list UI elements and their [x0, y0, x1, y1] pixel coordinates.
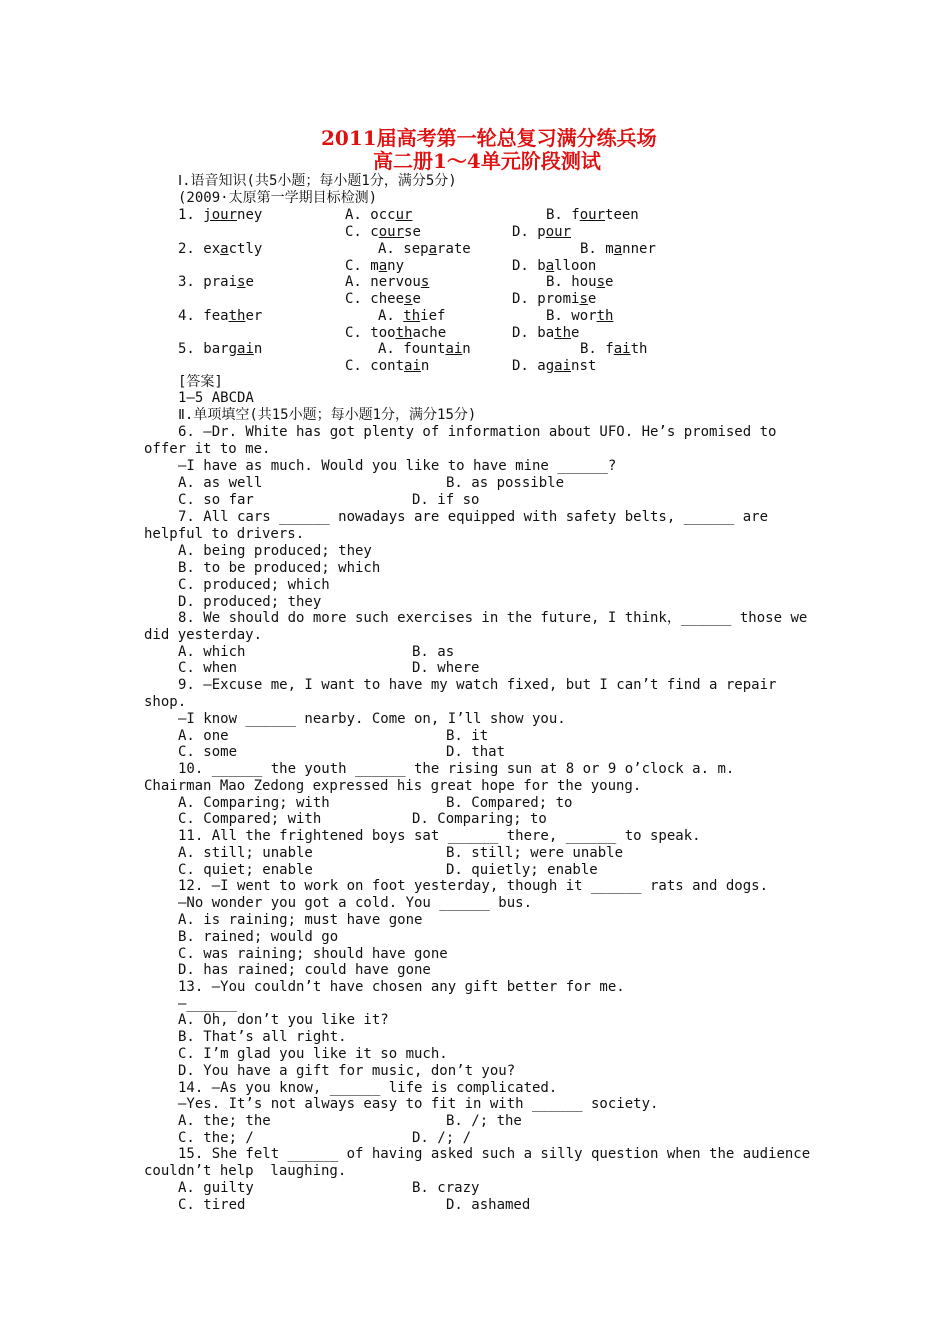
q3-option-d: D. promise: [512, 291, 597, 307]
text-line: C. was raining; should have gone: [178, 946, 448, 962]
text-line: —Yes. It’s not always easy to fit in with ______ society.: [178, 1096, 659, 1112]
text-line: B. as: [412, 644, 455, 660]
text-line: D. has rained; could have gone: [178, 962, 431, 978]
text-line: B. rained; would go: [178, 929, 339, 945]
text-line: did yesterday.: [144, 627, 263, 643]
q3-option-b: B. house: [546, 274, 614, 290]
text-line: C. some: [178, 744, 238, 760]
text-line: —______: [178, 996, 238, 1012]
q4-stem: 4. feather: [178, 308, 263, 324]
text-line: —I know ______ nearby. Come on, I’ll show you.: [178, 711, 566, 727]
text-line: 14. —As you know, ______ life is complicated.: [178, 1080, 558, 1096]
answer-label: [答案]: [178, 374, 223, 390]
text-line: C. quiet; enable: [178, 862, 313, 878]
q1-stem: 1. journey: [178, 207, 263, 223]
text-line: Chairman Mao Zedong expressed his great hope for the young.: [144, 778, 642, 794]
q5-stem: 5. bargain: [178, 341, 263, 357]
text-line: A. Comparing; with: [178, 795, 330, 811]
text-line: A. is raining; must have gone: [178, 912, 423, 928]
q2-option-b: B. manner: [580, 241, 656, 257]
text-line: 7. All cars ______ nowadays are equipped with safety belts, ______ are: [178, 509, 769, 525]
text-line: 8. We should do more such exercises in the future, I think，______ those we: [178, 610, 808, 626]
q2-option-c: C. many: [345, 258, 405, 274]
text-line: D. quietly; enable: [446, 862, 598, 878]
text-line: D. ashamed: [446, 1197, 531, 1213]
text-line: 6. —Dr. White has got plenty of information about UFO. He’s promised to: [178, 424, 777, 440]
text-line: 9. —Excuse me, I want to have my watch fixed, but I can’t find a repair: [178, 677, 777, 693]
text-line: 10. ______ the youth ______ the rising sun at 8 or 9 o’clock a. m.: [178, 761, 735, 777]
text-line: 12. —I went to work on foot yesterday, though it ______ rats and dogs.: [178, 878, 769, 894]
text-line: C. produced; which: [178, 577, 330, 593]
q3-option-a: A. nervous: [345, 274, 430, 290]
q1-option-b: B. fourteen: [546, 207, 639, 223]
q1-option-a: A. occur: [345, 207, 413, 223]
text-line: A. the; the: [178, 1113, 271, 1129]
text-line: B. Compared; to: [446, 795, 573, 811]
q5-option-b: B. faith: [580, 341, 648, 357]
q4-option-c: C. toothache: [345, 325, 447, 341]
text-line: B. crazy: [412, 1180, 480, 1196]
text-line: A. as well: [178, 475, 263, 491]
text-line: C. Compared; with: [178, 811, 322, 827]
text-line: D. Comparing; to: [412, 811, 547, 827]
text-line: —I have as much. Would you like to have mine ______?: [178, 458, 617, 474]
text-line: 11. All the frightened boys sat ______ there, ______ to speak.: [178, 828, 701, 844]
text-line: B. /; the: [446, 1113, 522, 1129]
text-line: C. the; /: [178, 1130, 254, 1146]
text-line: A. still; unable: [178, 845, 313, 861]
text-line: A. one: [178, 728, 229, 744]
q2-stem: 2. exactly: [178, 241, 263, 257]
text-line: A. which: [178, 644, 246, 660]
q5-option-d: D. against: [512, 358, 597, 374]
text-line: B. to be produced; which: [178, 560, 381, 576]
q2-option-a: A. separate: [378, 241, 471, 257]
text-line: shop.: [144, 694, 187, 710]
text-line: helpful to drivers.: [144, 526, 305, 542]
text-line: C. I’m glad you like it so much.: [178, 1046, 448, 1062]
q2-option-d: D. balloon: [512, 258, 597, 274]
q4-option-b: B. worth: [546, 308, 614, 324]
q5-option-c: C. contain: [345, 358, 430, 374]
text-line: B. it: [446, 728, 489, 744]
text-line: C. so far: [178, 492, 254, 508]
q4-option-a: A. thief: [378, 308, 446, 324]
text-line: D. if so: [412, 492, 480, 508]
text-line: A. Oh, don’t you like it?: [178, 1012, 389, 1028]
text-line: B. still; were unable: [446, 845, 624, 861]
text-line: D. You have a gift for music, don’t you?: [178, 1063, 516, 1079]
q3-option-c: C. cheese: [345, 291, 421, 307]
text-line: 13. —You couldn’t have chosen any gift better for me.: [178, 979, 625, 995]
doc-title: 2011届高考第一轮总复习满分练兵场: [321, 126, 657, 150]
text-line: A. guilty: [178, 1180, 254, 1196]
text-line: D. where: [412, 660, 480, 676]
text-line: —No wonder you got a cold. You ______ bus.: [178, 895, 533, 911]
text-line: B. as possible: [446, 475, 565, 491]
section2-header: Ⅱ.单项填空(共15小题；每小题1分，满分15分): [178, 407, 477, 423]
text-line: offer it to me.: [144, 441, 271, 457]
text-line: C. when: [178, 660, 238, 676]
section1-source: (2009·太原第一学期目标检测): [178, 190, 378, 206]
q1-option-c: C. course: [345, 224, 421, 240]
text-line: B. That’s all right.: [178, 1029, 347, 1045]
q1-option-d: D. pour: [512, 224, 572, 240]
text-line: A. being produced; they: [178, 543, 372, 559]
text-line: couldn’t help laughing.: [144, 1163, 347, 1179]
answer-text: 1—5 ABCDA: [178, 390, 254, 406]
text-line: D. produced; they: [178, 594, 322, 610]
q3-stem: 3. praise: [178, 274, 254, 290]
text-line: 15. She felt ______ of having asked such a silly question when the audience: [178, 1146, 811, 1162]
doc-subtitle: 高二册1～4单元阶段测试: [373, 149, 601, 173]
q5-option-a: A. fountain: [378, 341, 471, 357]
text-line: C. tired: [178, 1197, 246, 1213]
text-line: D. that: [446, 744, 506, 760]
q4-option-d: D. bathe: [512, 325, 580, 341]
text-line: D. /; /: [412, 1130, 472, 1146]
section1-header: Ⅰ.语音知识(共5小题；每小题1分，满分5分): [178, 173, 457, 189]
